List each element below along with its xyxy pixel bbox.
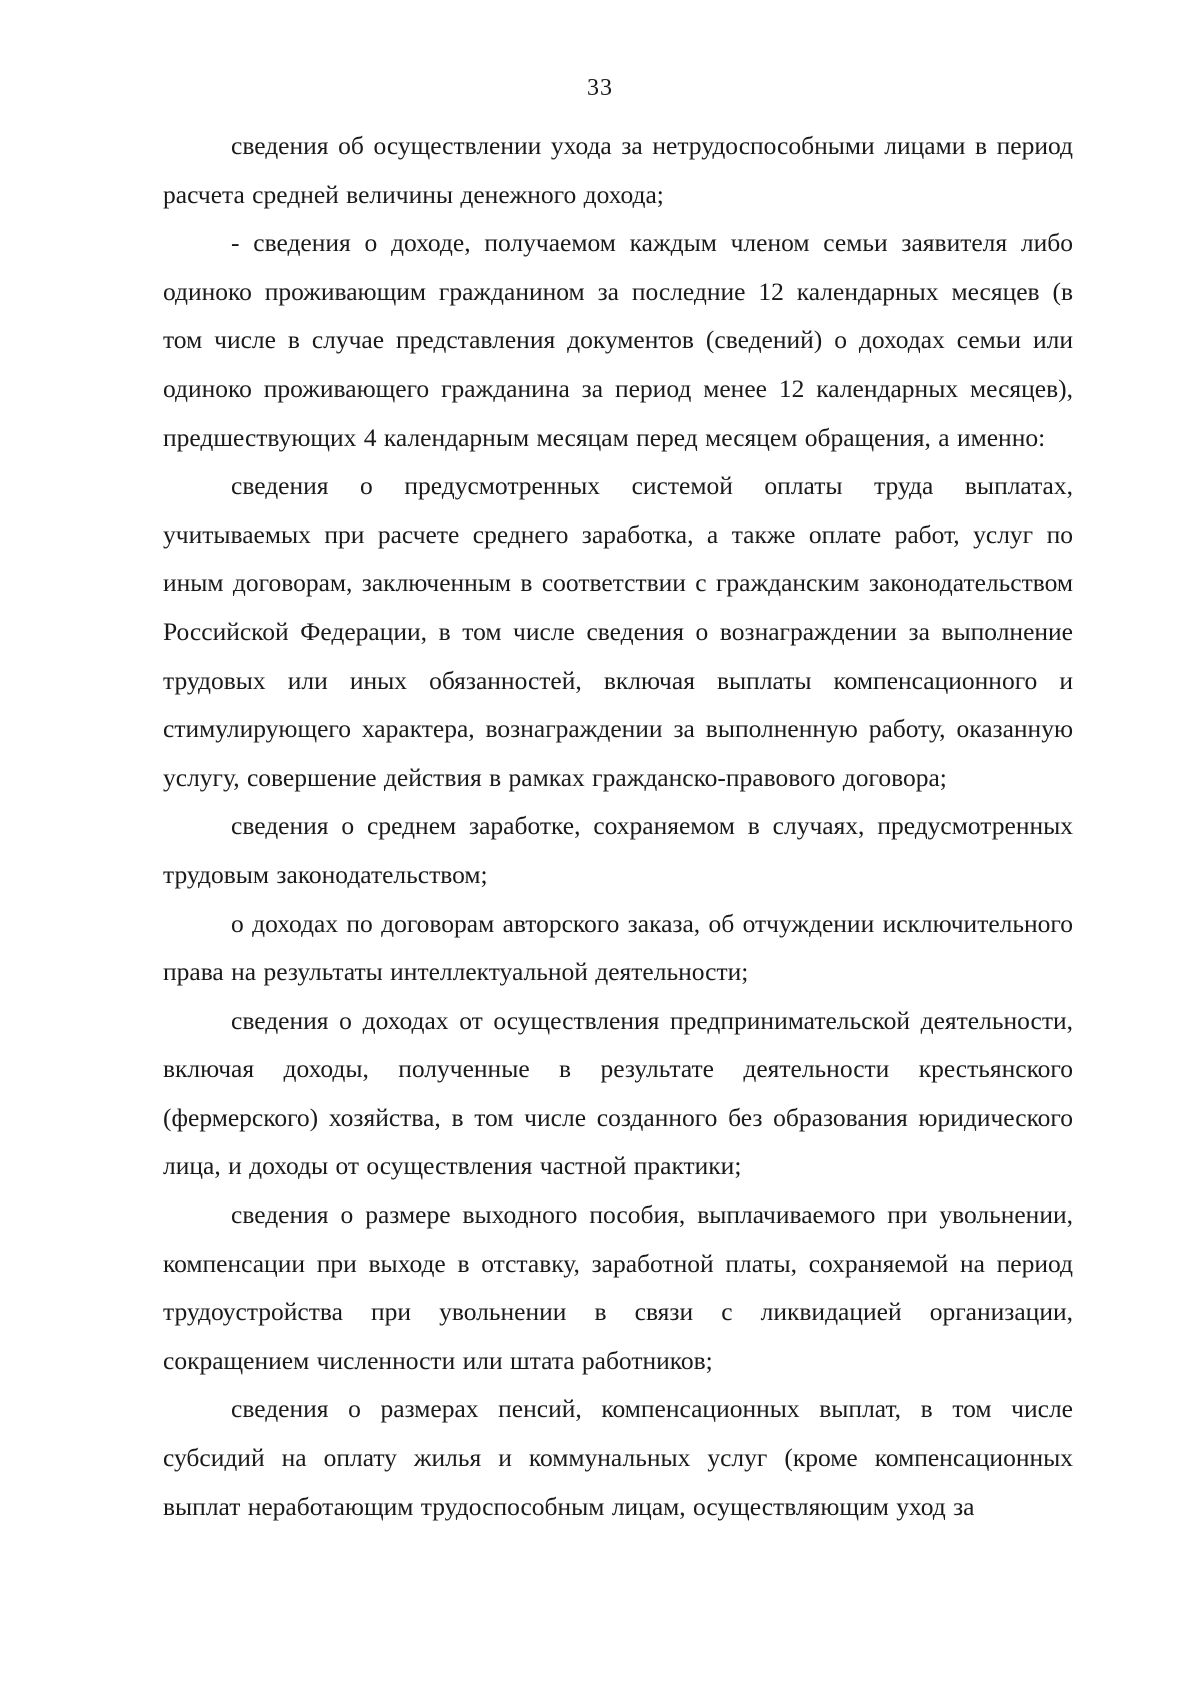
paragraph-severance-pay: сведения о размере выходного пособия, выплачиваемого при увольнении, компенсации при выходе в отставку, заработной платы, сохраняемой на период трудоустройства при увольнении в связи с ликвидацией организации, сокращением численности или штата работников; — [163, 1200, 1073, 1375]
paragraph-business-income: сведения о доходах от осуществления предпринимательской деятельности, включая доходы, полученные в результате деятельности крестьянского (фермерского) хозяйства, в том числе созданного без образования юридического лица, и доходы от осуществления частной практики; — [163, 1005, 1073, 1181]
paragraph-family-income: - сведения о доходе, получаемом каждым членом семьи заявителя либо одиноко проживающим гражданином за последние 12 календарных месяцев (в том числе в случае представления документов (сведений) о доходах семьи или одиноко проживающего гражданина за период менее 12 календарных месяцев), предшествующих 4 календарным месяцам перед месяцем обращения, а именно: — [163, 228, 1073, 452]
paragraph-wage-payments: сведения о предусмотренных системой оплаты труда выплатах, учитываемых при расчете среднего заработка, а также оплате работ, услуг по иным договорам, заключенным в соответствии с гражданским законодательством Российской Федерации, в том числе сведения о вознаграждении за выполнение трудовых или иных обязанностей, включая выплаты компенсационного и стимулирующего характера, вознаграждении за выполненную работу, оказанную услугу, совершение действия в рамках гражданско-правового договора; — [163, 471, 1073, 792]
paragraph-average-earnings: сведения о среднем заработке, сохраняемом в случаях, предусмотренных трудовым законодательством; — [163, 811, 1073, 889]
paragraph-care-info: сведения об осуществлении ухода за нетрудоспособными лицами в период расчета средней величины денежного дохода; — [163, 131, 1073, 209]
paragraph-pensions: сведения о размерах пенсий, компенсационных выплат, в том числе субсидий на оплату жилья и коммунальных услуг (кроме компенсационных выплат неработающим трудоспособным лицам, осуществляющим уход за — [163, 1394, 1073, 1521]
document-body — [163, 122, 1073, 1531]
paragraph-copyright-income: о доходах по договорам авторского заказа, об отчуждении исключительного права на результаты интеллектуальной деятельности; — [163, 908, 1073, 987]
page-number: 33 — [587, 75, 613, 101]
